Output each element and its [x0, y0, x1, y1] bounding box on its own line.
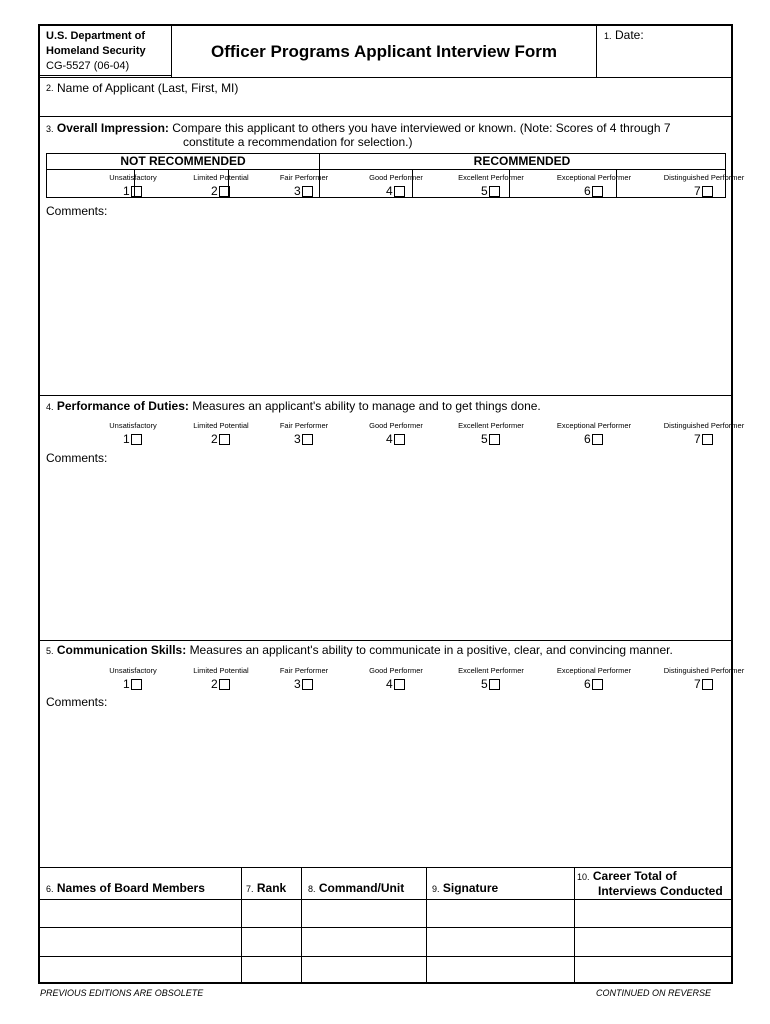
recommended-header: RECOMMENDED	[473, 154, 571, 168]
rating-level-label: Unsatisfactory	[109, 173, 157, 182]
rating-level-label: Excellent Performer	[458, 173, 524, 182]
rating-option-3[interactable]	[294, 432, 313, 446]
rating-checkbox[interactable]	[394, 434, 405, 445]
rating-level-label: Distinguished Performer	[663, 173, 745, 182]
overall-num: 3.	[46, 124, 54, 134]
not-recommended-header: NOT RECOMMENDED	[120, 154, 246, 168]
communication-num: 5.	[46, 646, 54, 656]
section5-rule	[40, 867, 731, 868]
rating-level-label: Limited Potential	[193, 173, 249, 182]
rating-score: 2	[211, 432, 218, 446]
applicant-label: Name of Applicant (Last, First, MI)	[57, 81, 239, 95]
performance-comments-area[interactable]	[40, 465, 731, 639]
agency-line-2: Homeland Security	[46, 45, 146, 57]
section3-rule	[40, 395, 731, 396]
rating-option-1[interactable]	[123, 432, 142, 446]
rating-level-label: Excellent Performer	[458, 421, 524, 430]
rating-option-1[interactable]	[123, 184, 142, 198]
applicant-num: 2.	[46, 83, 54, 93]
board-member-row[interactable]	[40, 957, 731, 984]
rating-score: 5	[481, 184, 488, 198]
rating-score: 4	[386, 677, 393, 691]
section4-rule	[40, 640, 731, 641]
rating-level-label: Good Performer	[369, 173, 423, 182]
rating-option-2[interactable]	[211, 677, 230, 691]
agency-underline	[40, 75, 171, 76]
rating-level-label: Good Performer	[369, 666, 423, 675]
rating-score: 1	[123, 432, 130, 446]
col10-label-1: Career Total of	[592, 869, 677, 883]
col8-label: Command/Unit	[318, 881, 405, 895]
rating-checkbox[interactable]	[219, 679, 230, 690]
rating-score: 2	[211, 677, 218, 691]
rating-score: 1	[123, 184, 130, 198]
performance-rating-scale	[40, 421, 745, 447]
rating-score: 7	[694, 677, 701, 691]
rating-checkbox[interactable]	[592, 186, 603, 197]
rating-score: 6	[584, 184, 591, 198]
interview-form	[38, 24, 745, 984]
rating-level-label: Unsatisfactory	[109, 421, 157, 430]
rating-level-label: Excellent Performer	[458, 666, 524, 675]
board-col-career-total	[577, 869, 723, 898]
rating-score: 5	[481, 677, 488, 691]
performance-heading: Performance of Duties:	[56, 399, 189, 413]
col10-num: 10.	[577, 872, 590, 882]
rating-option-7[interactable]	[694, 432, 713, 446]
footer-continued-note: CONTINUED ON REVERSE	[596, 988, 712, 998]
board-col-names	[46, 881, 205, 895]
rating-score: 1	[123, 677, 130, 691]
rating-checkbox[interactable]	[702, 679, 713, 690]
rating-level-label: Distinguished Performer	[663, 421, 745, 430]
agency-line-1: U.S. Department of	[46, 30, 146, 42]
rating-score: 3	[294, 432, 301, 446]
rating-level-label: Exceptional Performer	[556, 666, 632, 675]
overall-comments-label: Comments:	[46, 204, 108, 218]
rating-checkbox[interactable]	[394, 186, 405, 197]
rating-level-label: Limited Potential	[193, 666, 249, 675]
communication-comments-area[interactable]	[40, 709, 731, 866]
date-label: Date:	[615, 28, 644, 42]
communication-comments-label: Comments:	[46, 695, 108, 709]
board-col-rank	[246, 881, 286, 895]
rating-checkbox[interactable]	[702, 186, 713, 197]
board-member-row[interactable]	[40, 900, 731, 927]
date-num: 1.	[604, 31, 612, 41]
rating-level-label: Distinguished Performer	[663, 666, 745, 675]
rating-checkbox[interactable]	[131, 186, 142, 197]
applicant-rule	[40, 116, 731, 117]
col6-num: 6.	[46, 884, 54, 894]
communication-heading: Communication Skills:	[56, 643, 187, 657]
overall-heading-line	[46, 121, 671, 135]
rating-checkbox[interactable]	[489, 679, 500, 690]
overall-rating-scale	[40, 173, 745, 199]
rating-score: 5	[481, 432, 488, 446]
rating-score: 4	[386, 432, 393, 446]
rating-level-label: Fair Performer	[279, 173, 329, 182]
rating-option-1[interactable]	[123, 677, 142, 691]
communication-rating-scale	[40, 666, 745, 692]
rating-option-4[interactable]	[386, 184, 405, 198]
rating-score: 2	[211, 184, 218, 198]
rating-level-label: Limited Potential	[193, 421, 249, 430]
rating-option-5[interactable]	[481, 184, 500, 198]
rating-checkbox[interactable]	[302, 679, 313, 690]
footer-obsolete-note: PREVIOUS EDITIONS ARE OBSOLETE	[40, 988, 204, 998]
rating-score: 4	[386, 184, 393, 198]
col9-label: Signature	[442, 881, 499, 895]
performance-comments-label: Comments:	[46, 451, 108, 465]
rating-score: 7	[694, 184, 701, 198]
rating-level-label: Fair Performer	[279, 666, 329, 675]
col8-num: 8.	[308, 884, 316, 894]
applicant-name-field[interactable]	[40, 78, 731, 116]
overall-comments-area[interactable]	[40, 218, 731, 394]
rating-checkbox[interactable]	[219, 434, 230, 445]
rating-checkbox[interactable]	[489, 434, 500, 445]
rating-option-7[interactable]	[694, 184, 713, 198]
table-header-rule	[47, 169, 725, 170]
rating-checkbox[interactable]	[219, 186, 230, 197]
board-col-command	[308, 881, 404, 895]
performance-desc: Measures an applicant's ability to manage and to get things done.	[192, 399, 541, 413]
rating-score: 6	[584, 432, 591, 446]
overall-heading: Overall Impression:	[56, 121, 169, 135]
rating-option-4[interactable]	[386, 432, 405, 446]
rating-option-6[interactable]	[584, 184, 603, 198]
rating-option-2[interactable]	[211, 432, 230, 446]
rating-score: 7	[694, 432, 701, 446]
performance-heading-line	[46, 399, 541, 413]
rating-score: 3	[294, 184, 301, 198]
rating-option-6[interactable]	[584, 432, 603, 446]
rating-checkbox[interactable]	[702, 434, 713, 445]
rating-level-label: Unsatisfactory	[109, 666, 157, 675]
rating-option-4[interactable]	[386, 677, 405, 691]
rating-option-2[interactable]	[211, 184, 230, 198]
overall-desc-1: Compare this applicant to others you have interviewed or known. (Note: Scores of 4 through 7	[172, 121, 671, 135]
form-title: Officer Programs Applicant Interview Form	[210, 42, 558, 61]
rating-level-label: Fair Performer	[279, 421, 329, 430]
communication-desc: Measures an applicant's ability to communicate in a positive, clear, and convincing manner.	[189, 643, 673, 657]
rating-score: 3	[294, 677, 301, 691]
rating-checkbox[interactable]	[489, 186, 500, 197]
rating-level-label: Good Performer	[369, 421, 423, 430]
rating-checkbox[interactable]	[592, 434, 603, 445]
performance-num: 4.	[46, 402, 54, 412]
rating-checkbox[interactable]	[131, 434, 142, 445]
date-field[interactable]	[597, 26, 731, 77]
col9-num: 9.	[432, 884, 440, 894]
rating-option-3[interactable]	[294, 677, 313, 691]
rating-checkbox[interactable]	[131, 679, 142, 690]
rating-checkbox[interactable]	[302, 186, 313, 197]
col10-label-2: Interviews Conducted	[598, 884, 723, 898]
board-col-signature	[432, 881, 498, 895]
rating-checkbox[interactable]	[592, 679, 603, 690]
overall-desc-2: constitute a recommendation for selection.)	[183, 135, 413, 149]
rating-level-label: Exceptional Performer	[556, 421, 632, 430]
communication-heading-line	[46, 643, 673, 657]
col7-label: Rank	[256, 881, 287, 895]
col6-label: Names of Board Members	[56, 881, 205, 895]
col7-num: 7.	[246, 884, 254, 894]
rating-option-7[interactable]	[694, 677, 713, 691]
rating-option-3[interactable]	[294, 184, 313, 198]
rating-option-5[interactable]	[481, 677, 500, 691]
rating-option-6[interactable]	[584, 677, 603, 691]
rating-score: 6	[584, 677, 591, 691]
rating-checkbox[interactable]	[394, 679, 405, 690]
rating-option-5[interactable]	[481, 432, 500, 446]
board-member-row[interactable]	[40, 928, 731, 956]
form-number: CG-5527 (06-04)	[46, 60, 130, 72]
rating-level-label: Exceptional Performer	[556, 173, 632, 182]
rating-checkbox[interactable]	[302, 434, 313, 445]
